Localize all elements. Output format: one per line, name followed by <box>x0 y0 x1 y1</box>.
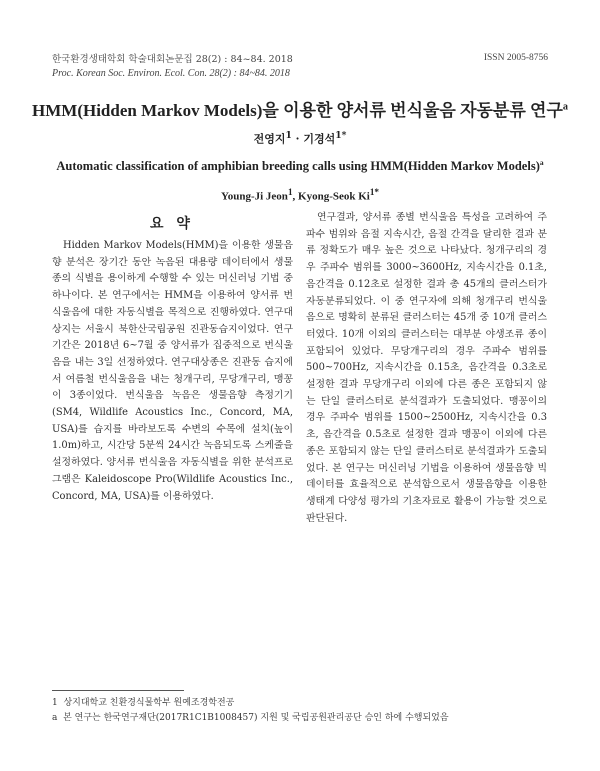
footnote-funding-text: 본 연구는 한국연구재단(2017R1C1B1008457) 지원 및 국립공원관리공단 승인 하에 수행되었음 <box>63 713 449 723</box>
abstract-column-right <box>306 210 547 527</box>
author-2-english: Kyong-Seok Ki <box>298 190 370 203</box>
title-korean-text: HMM(Hidden Markov Models)을 이용한 양서류 번식울음 자동분류 연구 <box>32 101 563 120</box>
abstract-heading: 요 약 <box>150 216 194 232</box>
footnote-divider <box>52 690 184 691</box>
footnote-funding-mark: a <box>52 713 58 723</box>
title-korean-footnote-mark: a <box>562 101 568 113</box>
author-2-korean-mark: 1* <box>335 130 347 141</box>
footnotes <box>52 696 449 726</box>
title-english-footnote-mark: a <box>539 158 544 167</box>
author-1-english-mark: 1 <box>287 187 293 197</box>
author-2-korean: 기경석 <box>303 132 336 146</box>
footnote-affiliation-mark: 1 <box>52 698 58 708</box>
footnote-affiliation-text: 상지대학교 친환경식물학부 원예조경학전공 <box>63 698 235 708</box>
footnote-affiliation <box>52 696 449 711</box>
author-1-korean-mark: 1 <box>285 130 292 141</box>
author-separator-english: , <box>292 190 299 203</box>
journal-citation-english: Proc. Korean Soc. Environ. Ecol. Con. 28(2) : 84~84. 2018 <box>52 68 290 79</box>
abstract-paragraph-1: Hidden Markov Models(HMM)을 이용한 생물음향 분석은 장기간 동안 녹음된 대용량 데이터에서 생물종의 식별을 용이하게 수행할 수 있는 머신러닝 기법 중 하나이다. 본 연구에서는 HMM을 이용하여 양서류 번식울음에 대한 자동식별을 목적으로 진행하였다. 연구대상지는 서울시 북한산국립공원 진관동습지이었다. 연구기간은 2018년 6~7월 중 양서류가 집중적으로 번식울음을 내는 3일 선정하였다. 연구대상종은 진관동 습지에서 여름철 번식울음을 내는 청개구리, 무당개구리, 맹꽁이 3종이었다. 번식울음 녹음은 생물음향 측정기기(SM4, Wildlife Acoustics Inc., Concord, MA, USA)를 습지를 바라보도록 수변의 수목에 설치(높이 1.0m)하고, 시간당 5분씩 24시간 녹음되도록 스케줄을 설정하였다. 양서류 번식울음 자동식별을 위한 분석프로그램은 Kaleidoscope Pro(Wildlife Acoustics Inc., Concord, MA, USA)를 이용하였다. <box>52 240 293 502</box>
title-korean <box>0 96 600 121</box>
authors-english <box>0 187 600 203</box>
authors-korean <box>0 130 600 147</box>
journal-citation-korean: 한국환경생태학회 학술대회논문집 28(2) : 84~84. 2018 <box>52 54 293 65</box>
title-english-text: Automatic classification of amphibian breeding calls using HMM(Hidden Markov Models) <box>56 159 540 174</box>
author-separator-korean: · <box>291 132 304 146</box>
abstract-paragraph-2: 연구결과, 양서류 종별 번식울음 특성을 고려하여 주파수 범위와 음절 지속시간, 음절 간격을 달리한 결과 분류 정확도가 매우 높은 것으로 나타났다. 청개구리의 경우 주파수 범위를 3000~3600Hz, 지속시간을 0.1초, 음간격을 0.12초로 설정한 결과 총 45개의 클러스터가 자동분류되었다. 이 중 연구자에 의해 청개구리 번식울음으로 명확히 분류된 클러스터는 45개 중 10개 클러스터였다. 10개 이외의 클러스터는 대부분 야생조류 종이 포함되어 있었다. 무당개구리의 경우 주파수 범위를 500~700Hz, 지속시간을 0.15초, 음간격을 0.3초로 설정한 결과 무당개구리 이외에 다른 종은 포함되지 않는 단일 클러스터로 분석결과가 도출되었다. 맹꽁이의 경우 주파수 범위를 1500~2500Hz, 지속시간을 0.3초, 음간격을 0.5초로 설정한 결과 맹꽁이 이외에 다른 종은 포함되지 않는 단일 클러스터로 분석결과가 도출되었다. 본 연구는 머신러닝 기법을 이용하여 생물음향 빅데이터를 효율적으로 분석함으로서 생물음향을 이용한 생태계 다양성 평가의 기초자료로 활용이 가능할 것으로 판단된다. <box>306 212 547 524</box>
author-2-english-mark: 1* <box>369 187 379 197</box>
title-english <box>0 158 600 174</box>
author-1-korean: 전영지 <box>253 132 286 146</box>
abstract-column-left <box>52 238 293 505</box>
issn: ISSN 2005-8756 <box>483 53 548 63</box>
footnote-funding <box>52 711 449 726</box>
author-1-english: Young-Ji Jeon <box>221 190 288 203</box>
